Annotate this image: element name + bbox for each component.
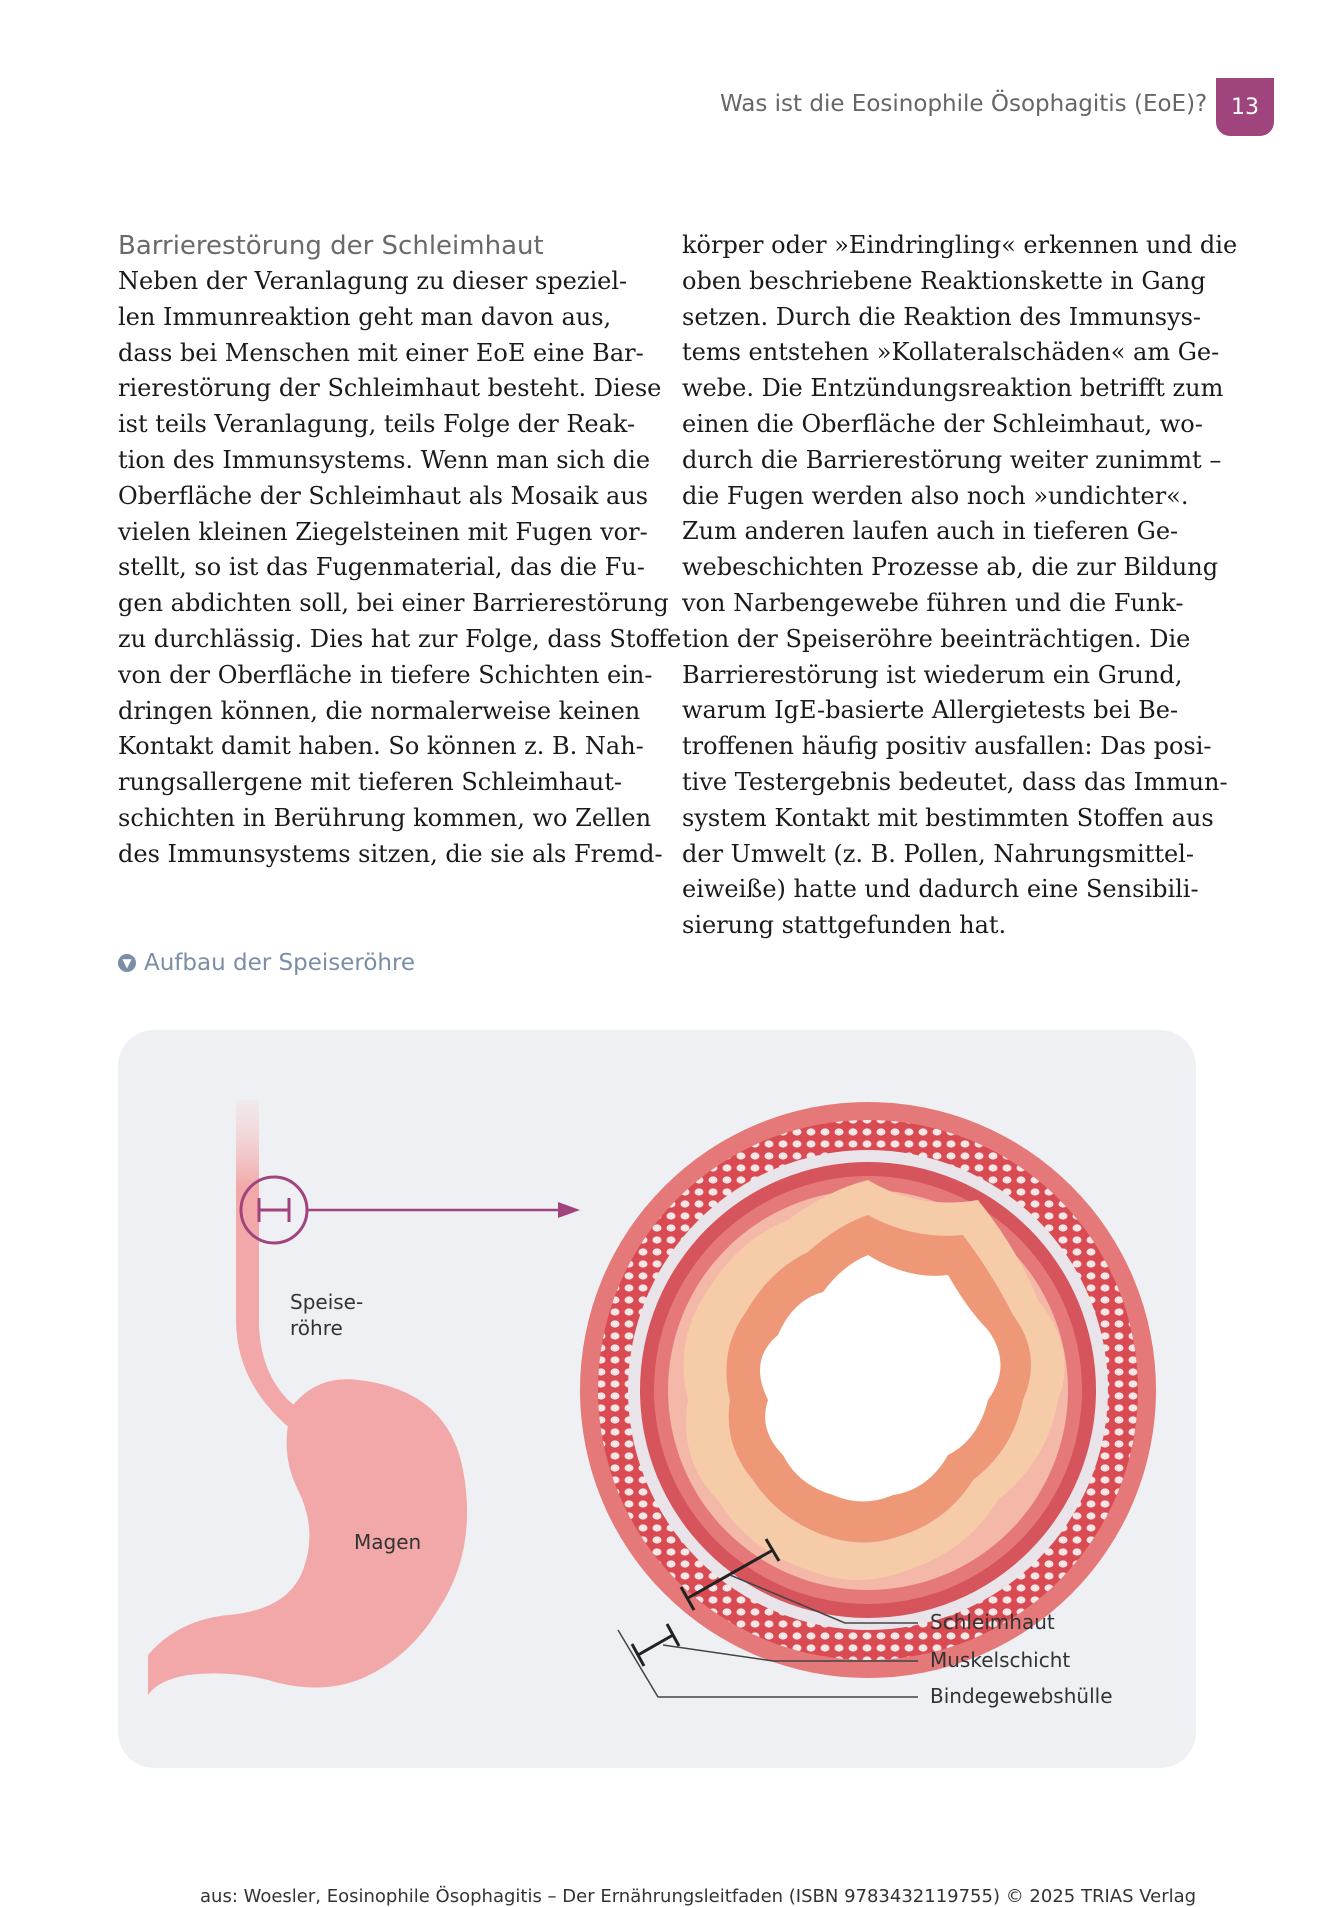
figure-caption xyxy=(118,950,415,976)
text-line: tems entstehen »Kollateralschäden« am Ge- xyxy=(682,338,1220,367)
text-line: Zum anderen laufen auch in tieferen Ge- xyxy=(682,517,1179,546)
text-line: oben beschriebene Reaktionskette in Gang xyxy=(682,266,1206,295)
page-number-badge: 13 xyxy=(1216,78,1274,136)
caption-text: Aufbau der Speiseröhre xyxy=(144,950,416,976)
source-footer: aus: Woesler, Eosinophile Ösophagitis – Der Ernährungsleitfaden (ISBN 9783432119755) © 2025 TRIAS Verlag xyxy=(200,1886,1197,1907)
text-column-right xyxy=(682,228,1238,944)
text-line: die Fugen werden also noch »undichter«. xyxy=(682,481,1189,510)
running-head: Was ist die Eosinophile Ösophagitis (EoE)? xyxy=(720,91,1208,117)
right-paragraph xyxy=(682,228,1238,944)
text-line: vielen kleinen Ziegelsteinen mit Fugen vor- xyxy=(118,517,648,546)
text-line: warum IgE-basierte Allergietests bei Be- xyxy=(682,696,1179,725)
text-line: zu durchlässig. Dies hat zur Folge, dass Stoffe xyxy=(118,624,682,653)
label-esophagus-2: röhre xyxy=(290,1316,343,1340)
text-line: tion des Immunsystems. Wenn man sich die xyxy=(118,445,651,474)
text-column-left xyxy=(118,228,682,873)
text-line: Oberfläche der Schleimhaut als Mosaik aus xyxy=(118,481,649,510)
text-line: len Immunreaktion geht man davon aus, xyxy=(118,302,612,331)
text-line: des Immunsystems sitzen, die sie als Fremd- xyxy=(118,839,663,868)
text-line: Barrierestörung ist wiederum ein Grund, xyxy=(682,660,1183,689)
text-line: tive Testergebnis bedeutet, dass das Immun- xyxy=(682,767,1228,796)
text-line: webe. Die Entzündungsreaktion betrifft zum xyxy=(682,374,1224,403)
text-line: Neben der Veranlagung zu dieser speziel- xyxy=(118,267,628,295)
text-line: setzen. Durch die Reaktion des Immunsys- xyxy=(682,302,1201,331)
text-line: rungsallergene mit tieferen Schleimhaut- xyxy=(118,768,622,797)
text-line: rierestörung der Schleimhaut besteht. Diese xyxy=(118,374,662,403)
text-line: ist teils Veranlagung, teils Folge der Reak- xyxy=(118,410,636,439)
text-line: dringen können, die normalerweise keinen xyxy=(118,696,641,725)
text-line: stellt, so ist das Fugenmaterial, das die Fu- xyxy=(118,553,645,582)
text-line: dass bei Menschen mit einer EoE eine Bar- xyxy=(118,338,644,367)
label-mucosa: Schleimhaut xyxy=(930,1610,1055,1634)
text-line: Kontakt damit haben. So können z. B. Nah- xyxy=(118,732,644,761)
text-line: von Narbengewebe führen und die Funk- xyxy=(682,588,1184,617)
label-muscle: Muskelschicht xyxy=(930,1648,1071,1672)
text-line: von der Oberfläche in tiefere Schichten ein- xyxy=(118,660,653,689)
text-line: system Kontakt mit bestimmten Stoffen aus xyxy=(682,803,1214,832)
text-line: gen abdichten soll, bei einer Barrierestörung xyxy=(118,589,669,618)
text-line: schichten in Berührung kommen, wo Zellen xyxy=(118,803,652,832)
text-line: troffenen häufig positiv ausfallen: Das posi- xyxy=(682,732,1212,761)
text-line: tion der Speiseröhre beeinträchtigen. Die xyxy=(682,624,1191,653)
text-line: sierung stattgefunden hat. xyxy=(682,911,1007,940)
label-stomach: Magen xyxy=(354,1530,422,1554)
text-line: körper oder »Eindringling« erkennen und die xyxy=(682,231,1238,259)
text-line: durch die Barrierestörung weiter zunimmt – xyxy=(682,445,1222,474)
esophagus-figure xyxy=(118,1030,1196,1768)
text-line: eiweiße) hatte und dadurch eine Sensibili- xyxy=(682,875,1199,904)
left-paragraph xyxy=(118,264,682,873)
chevron-down-icon: ▼ xyxy=(118,954,136,972)
text-line: webeschichten Prozesse ab, die zur Bildung xyxy=(682,553,1219,582)
text-line: einen die Oberfläche der Schleimhaut, wo- xyxy=(682,409,1203,438)
label-connective-tissue: Bindegewebshülle xyxy=(930,1684,1113,1708)
label-esophagus-1: Speise- xyxy=(290,1290,364,1314)
text-line: der Umwelt (z. B. Pollen, Nahrungsmittel- xyxy=(682,839,1194,868)
section-heading: Barrierestörung der Schleimhaut xyxy=(118,231,544,261)
